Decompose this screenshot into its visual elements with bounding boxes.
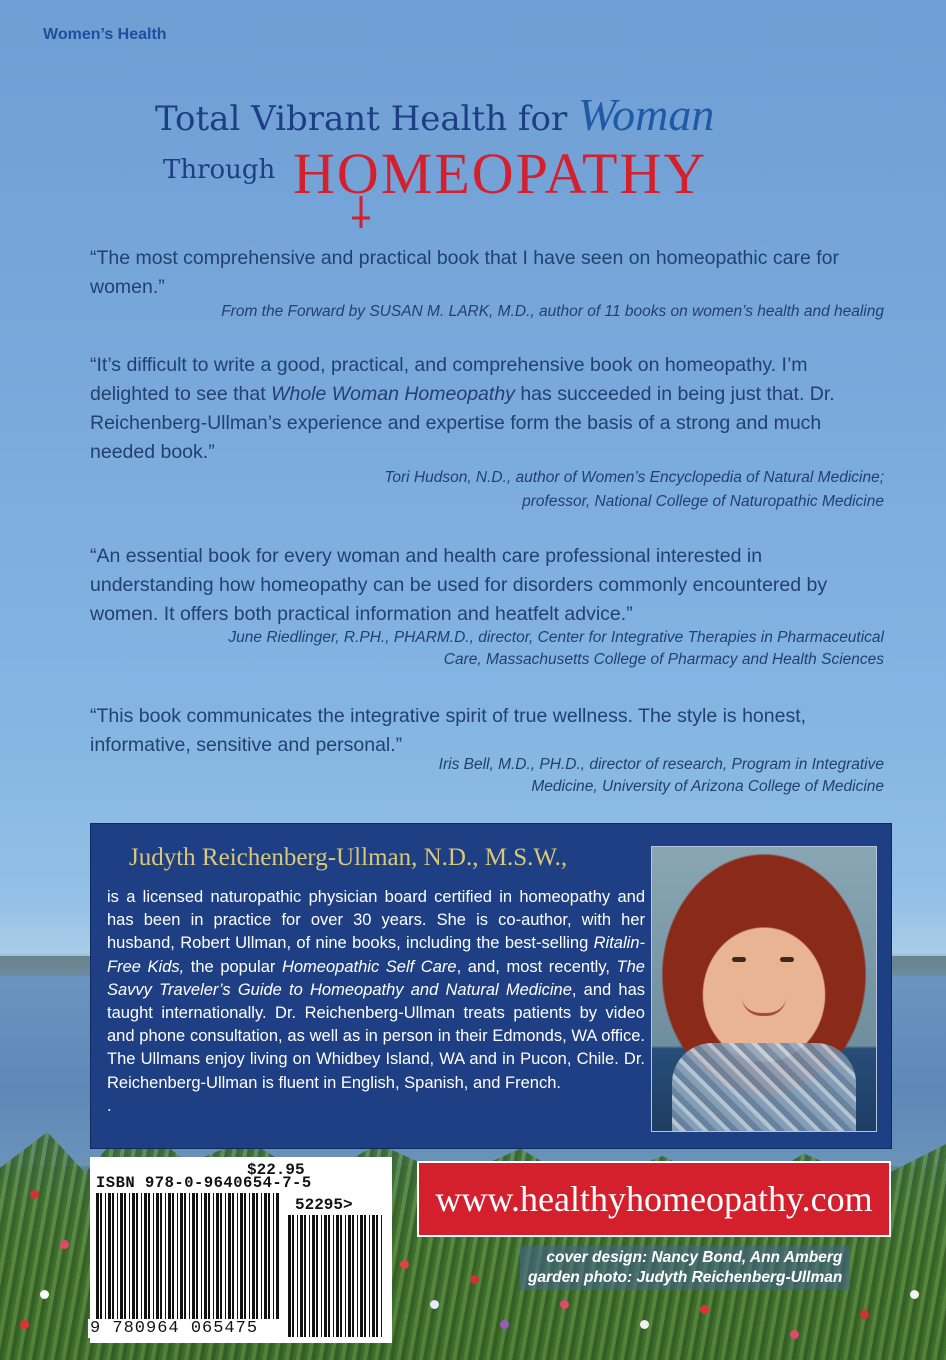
isbn-label: ISBN 978-0-9640654-7-5 <box>96 1174 312 1192</box>
book-title-whole-woman: Whole Woman Homeopathy <box>271 383 515 405</box>
author-photo <box>651 846 877 1132</box>
ean-barcode <box>96 1193 280 1319</box>
title-through: Through <box>163 155 276 185</box>
quote-3-attribution: June Riedlinger, R.PH., PHARM.D., director, Center for Integrative Therapies in Pharmaceutical Care, Massachusetts College of Pharmacy and Health Sciences <box>228 629 884 668</box>
quote-4: “This book communicates the integrative spirit of true wellness. The style is honest, informative, sensitive and personal.” <box>90 705 807 756</box>
website-url: www.healthyhomeopathy.com <box>435 1179 873 1219</box>
author-name: Judyth Reichenberg-Ullman, N.D., M.S.W., <box>129 844 568 871</box>
category-label: Women’s Health <box>43 26 167 43</box>
quote-2: “It’s difficult to write a good, practical, and comprehensive book on homeopathy. I’m delighted to see that Whole Woman Homeopathy has succeeded in being just that. Dr. Reichenberg-Ullman’s experience and expertise form the basis of a strong and much needed book.” <box>90 354 835 463</box>
title-line-1 <box>155 88 714 141</box>
venus-symbol-icon <box>346 190 376 230</box>
ean-digits: 9 780964 065475 <box>90 1319 259 1338</box>
quote-1: “The most comprehensive and practical book that I have seen on homeopathic care for women.” <box>90 247 839 298</box>
quote-3: “An essential book for every woman and health care professional interested in understanding how homeopathy can be used for disorders commonly encountered by women. It offers both practical information and heatfelt advice.” <box>90 545 828 625</box>
book-ritalin-free-kids: Ritalin-Free Kids, <box>107 934 645 976</box>
price-addon-code: 52295> <box>295 1196 353 1214</box>
addon-barcode <box>288 1215 382 1337</box>
credits-box <box>520 1246 850 1290</box>
photo-credit: garden photo: Judyth Reichenberg-Ullman <box>528 1269 843 1286</box>
book-savvy-traveler: The Savvy Traveler’s Guide to Homeopathy and Natural Medicine <box>107 957 645 999</box>
quote-4-attribution: Iris Bell, M.D., PH.D., director of research, Program in Integrative Medicine, University of Arizona College of Medicine <box>438 756 884 795</box>
title-text: Total Vibrant Health for <box>155 99 568 139</box>
author-bio-text: is a licensed naturopathic physician board certified in homeopathy and has been in practice for over 30 years. She is co-author, with her husband, Robert Ullman, of nine books, including the best-selling Ritalin-Free Kids, the popular Homeopathic Self Care, and, most recently, The Savvy Traveler’s Guide to Homeopathy and Natural Medicine, and has taught internationally. Dr. Reichenberg-Ullman treats patients by video and phone consultation, as well as in person in their Edmonds, WA office. The Ullmans enjoy living on Whidbey Island, WA and in Pucon, Chile. Dr. Reichenberg-Ullman is fluent in English, Spanish, and French. . <box>107 888 645 1115</box>
quote-1-attribution: From the Forward by SUSAN M. LARK, M.D., author of 11 books on women’s health and healing <box>221 303 884 320</box>
website-banner <box>417 1161 891 1237</box>
cover-design-credit: cover design: Nancy Bond, Ann Amberg <box>546 1249 843 1266</box>
book-homeopathic-self-care: Homeopathic Self Care <box>281 957 457 976</box>
title-homeopathy: HOMEOPATHY <box>293 141 708 206</box>
quote-2-attribution: Tori Hudson, N.D., author of Women’s Encyclopedia of Natural Medicine; professor, National College of Naturopathic Medicine <box>384 469 884 510</box>
title-woman: Woman <box>578 89 715 140</box>
price-label: $22.95 <box>247 1161 305 1179</box>
author-bio-panel <box>90 823 892 1149</box>
